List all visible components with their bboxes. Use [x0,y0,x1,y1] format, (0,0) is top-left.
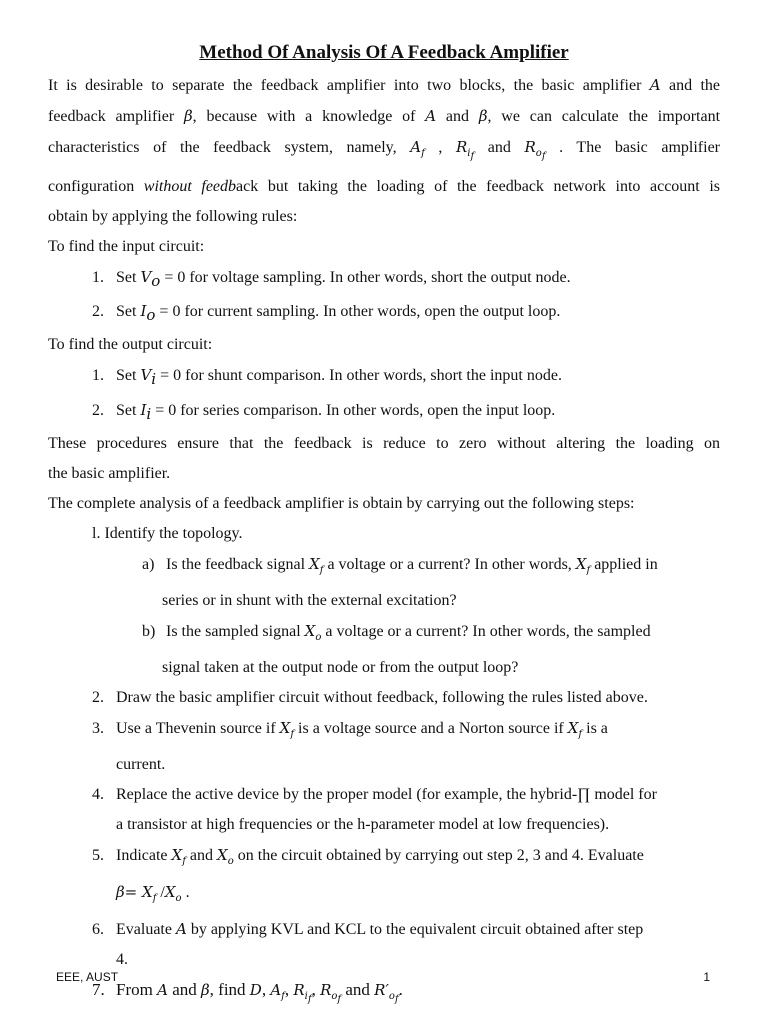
intro-line-1: It is desirable to separate the feedback amplifier into two blocks, the basic amplifier A and the [48,76,720,94]
step-3-cont: current. [116,755,166,773]
step-1a: a) Is the feedback signal $X_f$ a voltage or a current? In other words, $X_f$ applied in [142,554,658,576]
step-4-cont: a transistor at high frequencies or the h-parameter model at low frequencies). [116,815,610,833]
step-5-eq: $\beta= X_f$ $/X_o$ . [116,882,190,904]
step-6: 6. Evaluate A by applying KVL and KCL to the equivalent circuit obtained after step [92,919,644,938]
input-heading: To find the input circuit: [48,238,205,255]
output-rule-1: 1. Set $V_i = 0$ for shunt comparison. In other words, short the input node. [92,366,562,389]
step-7: 7. From A and β, find D, $A_f$, $R_{i_f}$, $R_{o_f}$ and $R'_{o_f}$. [92,979,403,1005]
output-rule-2: 2. Set $I_i = 0$ for series comparison. In other words, open the input loop. [92,400,556,423]
step-1b-cont: signal taken at the output node or from the output loop? [162,658,519,676]
page-number: 1 [703,970,710,984]
input-rule-1: 1. Set $V_o = 0$ for voltage sampling. In other words, short the output node. [92,268,571,291]
intro-line-4: configuration without feedback but taking the loading of the feedback network into account is [48,178,721,195]
input-rule-2: 2. Set $I_o = 0$ for current sampling. In other words, open the output loop. [92,302,561,325]
procedure-line-1: These procedures ensure that the feedback is reduce to zero without altering the loading on [48,434,720,452]
footer-left: EEE, AUST [56,970,119,984]
procedure-line-2: the basic amplifier. [48,464,171,482]
intro-line-3: characteristics of the feedback system, namely, $A_f$ , $R_{i_f}$ and $R_{o_f}$ . The basic amplifier [48,138,721,162]
intro-line-2: feedback amplifier β, because with a knowledge of A and β, we can calculate the important [48,107,721,125]
step-1b: b) Is the sampled signal $X_o$ a voltage or a current? In other words, the sampled [142,621,651,643]
page-footer [56,970,710,984]
step-6-cont: 4. [116,950,128,968]
step-1: l. Identify the topology. [92,524,243,542]
step-3: 3. Use a Thevenin source if $X_f$ is a voltage source and a Norton source if $X_f$ is a [92,718,608,740]
procedure-paragraph [48,429,720,489]
step-2: 2. Draw the basic amplifier circuit without feedback, following the rules listed above. [92,688,648,706]
step-4: 4. Replace the active device by the proper model (for example, the hybrid-∏ model for [92,785,657,803]
intro-paragraph [48,70,720,232]
step-1a-cont: series or in shunt with the external excitation? [162,591,457,609]
document-page [48,42,720,1015]
output-heading: To find the output circuit: [48,336,213,354]
intro-line-5: obtain by applying the following rules: [48,208,298,225]
page-title: Method Of Analysis Of A Feedback Amplifier [199,42,569,63]
step-5: 5. Indicate $X_f$ and $X_o$ on the circuit obtained by carrying out step 2, 3 and 4. Evaluate [92,845,644,867]
steps-intro: The complete analysis of a feedback amplifier is obtain by carrying out the following steps: [48,494,635,512]
